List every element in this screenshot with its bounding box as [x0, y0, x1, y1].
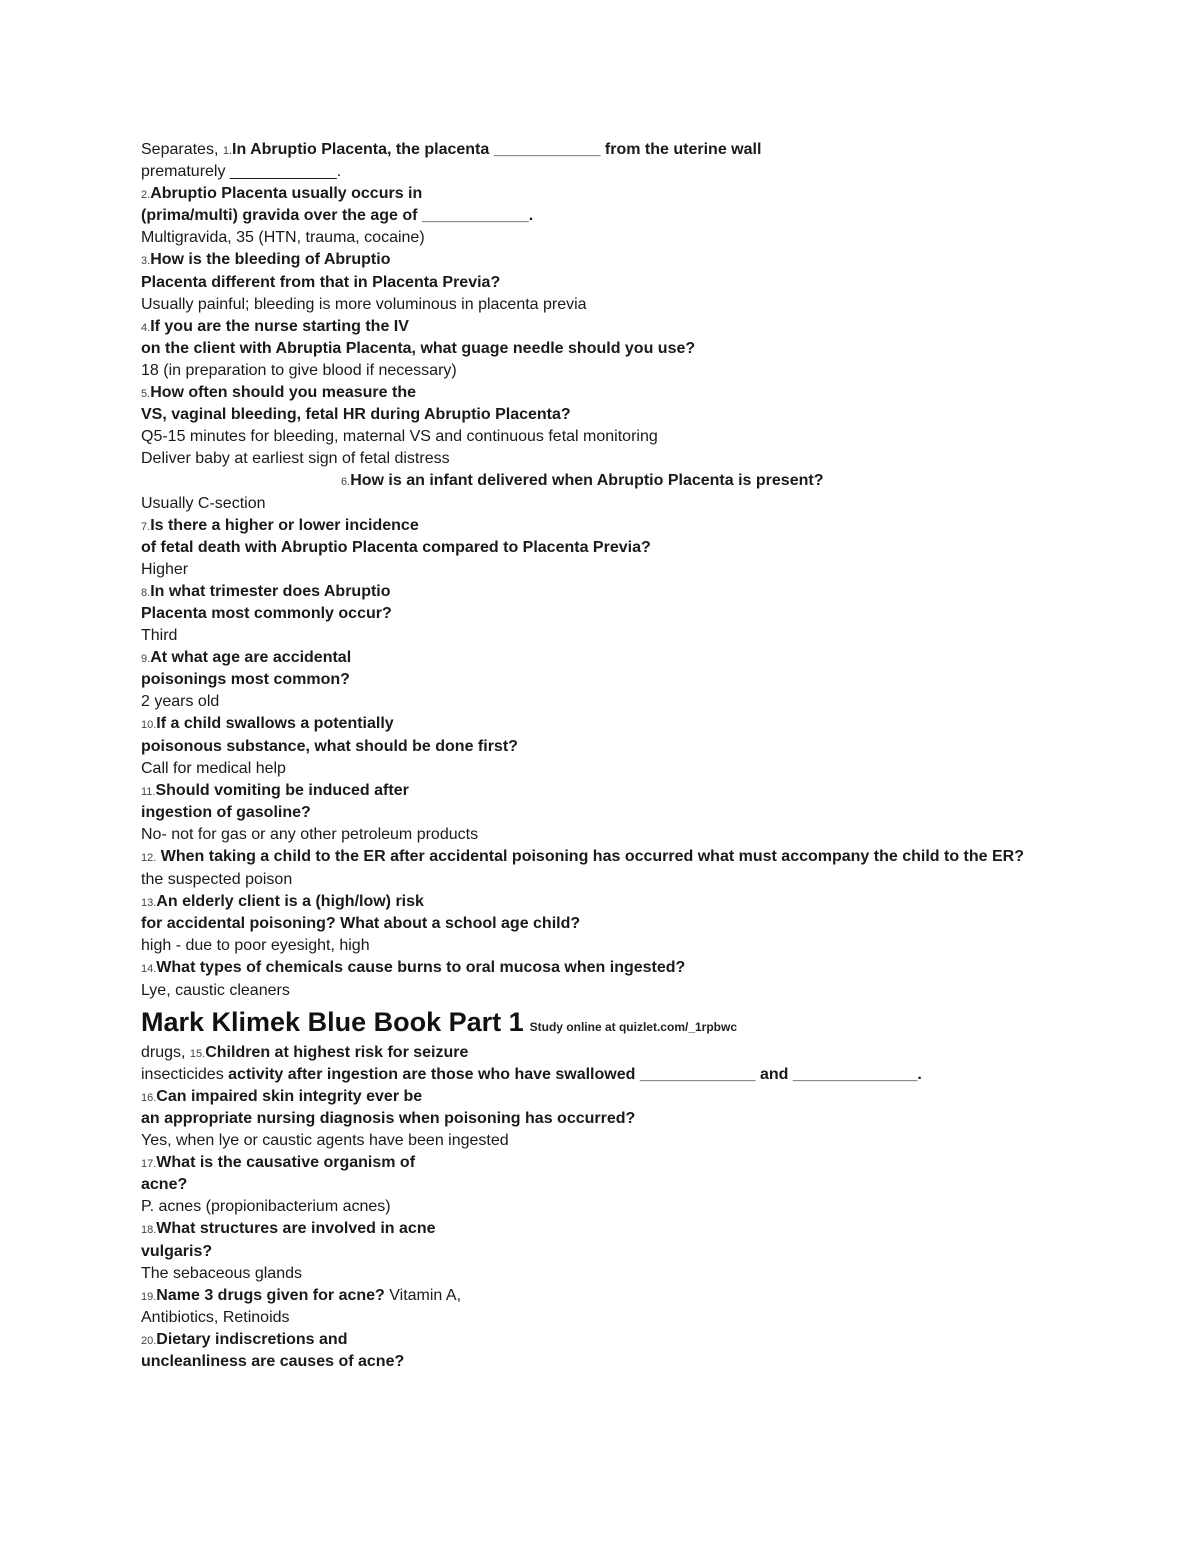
- question-text: Name 3 drugs given for acne?: [156, 1286, 385, 1304]
- line-42: [141, 1086, 1061, 1108]
- section-heading: [141, 1002, 1061, 1042]
- question-number: 17.: [141, 1158, 157, 1171]
- question-text: If you are the nurse starting the IV: [150, 317, 409, 335]
- answer-text: Q5-15 minutes for bleeding, maternal VS and continuous fetal monitoring: [141, 428, 658, 446]
- question-text: Placenta different from that in Placenta Previa?: [141, 273, 501, 291]
- question-number: 8.: [141, 586, 151, 599]
- line-46: [141, 1174, 1061, 1196]
- answer-text: Usually C-section: [141, 494, 266, 512]
- question-text: At what age are accidental: [150, 649, 352, 667]
- answer-text: high - due to poor eyesight, high: [141, 937, 370, 955]
- answer-text: Multigravida, 35 (HTN, trauma, cocaine): [141, 229, 425, 247]
- question-number: 11.: [141, 785, 156, 798]
- answer-text: Lye, caustic cleaners: [141, 981, 290, 999]
- line-5: [141, 227, 1061, 249]
- question-number: 4.: [141, 321, 151, 334]
- line-30: [141, 780, 1061, 802]
- line-36: [141, 913, 1061, 935]
- line-39: [141, 980, 1061, 1002]
- question-text: What structures are involved in acne: [156, 1220, 436, 1238]
- answer-text: Deliver baby at earliest sign of fetal distress: [141, 450, 450, 468]
- line-44: [141, 1130, 1061, 1152]
- answer-text: No- not for gas or any other petroleum products: [141, 825, 479, 843]
- question-number: 10.: [141, 719, 157, 732]
- question-number: 2.: [141, 189, 151, 202]
- question-text: How often should you measure the: [150, 384, 416, 402]
- answer-text: Antibiotics, Retinoids: [141, 1308, 290, 1326]
- line-20: [141, 559, 1061, 581]
- question-number: 5.: [141, 388, 151, 401]
- question-text: vulgaris?: [141, 1242, 213, 1260]
- line-1: [141, 139, 1061, 161]
- answer-text: Usually painful; bleeding is more voluminous in placenta previa: [141, 295, 587, 313]
- line-49: [141, 1241, 1061, 1263]
- question-text: Abruptio Placenta usually occurs in: [150, 185, 423, 203]
- question-number: 16.: [141, 1091, 157, 1104]
- answer-text: Vitamin A,: [389, 1286, 462, 1304]
- answer-text: prematurely ____________.: [141, 163, 342, 181]
- line-40: [141, 1042, 1061, 1064]
- question-number: 12.: [141, 852, 157, 864]
- line-15: [141, 448, 1061, 470]
- question-text: ingestion of gasoline?: [141, 803, 311, 821]
- line-29: [141, 758, 1061, 780]
- line-53: [141, 1329, 1061, 1351]
- question-text: If a child swallows a potentially: [156, 715, 394, 733]
- question-text: uncleanliness are causes of acne?: [141, 1352, 405, 1370]
- line-47: [141, 1196, 1061, 1218]
- question-number: 9.: [141, 653, 151, 666]
- line-2: [141, 161, 1061, 183]
- line-52: [141, 1307, 1061, 1329]
- answer-text: P. acnes (propionibacterium acnes): [141, 1198, 391, 1216]
- answer-text: Third: [141, 627, 178, 645]
- question-text: An elderly client is a (high/low) risk: [156, 893, 424, 911]
- line-41: [141, 1064, 1061, 1086]
- line-43: [141, 1108, 1061, 1130]
- line-35: [141, 891, 1061, 913]
- line-48: [141, 1218, 1061, 1240]
- question-number: 1.: [222, 145, 233, 157]
- line-51: [141, 1285, 1061, 1307]
- question-text: How is an infant delivered when Abruptio Placenta is present?: [350, 472, 824, 490]
- line-37: [141, 935, 1061, 957]
- line-8: [141, 294, 1061, 316]
- line-9: [141, 316, 1061, 338]
- question-text: (prima/multi) gravida over the age of ____________.: [141, 207, 534, 225]
- line-7: [141, 272, 1061, 294]
- line-4: [141, 205, 1061, 227]
- line-23: [141, 625, 1061, 647]
- line-38: [141, 957, 1061, 979]
- line-33: [141, 846, 1061, 869]
- question-text: Dietary indiscretions and: [156, 1330, 348, 1348]
- line-21: [141, 581, 1061, 603]
- line-3: [141, 183, 1061, 205]
- document-page: [141, 139, 1061, 1373]
- answer-text: the suspected poison: [141, 871, 293, 889]
- question-text: on the client with Abruptia Placenta, what guage needle should you use?: [141, 339, 696, 357]
- line-11: [141, 360, 1061, 382]
- question-number: 18.: [141, 1224, 157, 1237]
- question-text: Is there a higher or lower incidence: [150, 516, 419, 534]
- answer-prefix: Separates,: [141, 141, 219, 158]
- question-text: of fetal death with Abruptio Placenta compared to Placenta Previa?: [141, 538, 651, 556]
- answer-text: Higher: [141, 560, 189, 578]
- document-title: Mark Klimek Blue Book Part 1: [141, 1006, 524, 1037]
- line-14: [141, 426, 1061, 448]
- line-34: [141, 869, 1061, 891]
- line-18: [141, 515, 1061, 537]
- question-text: poisonous substance, what should be done first?: [141, 737, 518, 755]
- question-text: activity after ingestion are those who have swallowed _____________ and ______________.: [228, 1065, 922, 1083]
- line-16: [141, 470, 1061, 492]
- line-54: [141, 1351, 1061, 1373]
- line-10: [141, 338, 1061, 360]
- line-45: [141, 1152, 1061, 1174]
- document-subtitle: Study online at quizlet.com/_1rpbwc: [529, 1019, 738, 1034]
- question-text: How is the bleeding of Abruptio: [150, 251, 391, 269]
- line-27: [141, 713, 1061, 735]
- question-text: an appropriate nursing diagnosis when poisoning has occurred?: [141, 1109, 636, 1127]
- question-number: 14.: [141, 963, 157, 976]
- line-25: [141, 669, 1061, 691]
- question-text: VS, vaginal bleeding, fetal HR during Abruptio Placenta?: [141, 406, 571, 424]
- question-text: Should vomiting be induced after: [155, 781, 409, 799]
- line-17: [141, 493, 1061, 515]
- question-text: When taking a child to the ER after accidental poisoning has occurred what must accompany the child to the ER?: [160, 848, 1024, 865]
- question-number: 3.: [141, 255, 151, 268]
- answer-prefix: insecticides: [141, 1065, 224, 1083]
- question-text: poisonings most common?: [141, 671, 350, 689]
- answer-prefix: drugs,: [141, 1043, 186, 1061]
- question-number: 13.: [141, 897, 157, 910]
- question-text: In what trimester does Abruptio: [150, 582, 391, 600]
- question-number: 20.: [141, 1334, 157, 1347]
- question-text: What is the causative organism of: [156, 1154, 416, 1172]
- question-number: 6.: [341, 476, 351, 489]
- question-text: In Abruptio Placenta, the placenta ____________ from the uterine wall: [232, 141, 762, 158]
- answer-text: The sebaceous glands: [141, 1264, 302, 1282]
- line-31: [141, 802, 1061, 824]
- question-number: 19.: [141, 1290, 157, 1303]
- question-text: for accidental poisoning? What about a school age child?: [141, 915, 581, 933]
- line-24: [141, 647, 1061, 669]
- line-26: [141, 691, 1061, 713]
- line-50: [141, 1263, 1061, 1285]
- question-text: acne?: [141, 1176, 188, 1194]
- line-13: [141, 404, 1061, 426]
- answer-text: 2 years old: [141, 693, 220, 711]
- question-text: Children at highest risk for seizure: [205, 1043, 469, 1061]
- line-32: [141, 824, 1061, 846]
- question-number: 7.: [141, 520, 151, 533]
- answer-text: Call for medical help: [141, 759, 286, 777]
- question-text: Placenta most commonly occur?: [141, 604, 392, 622]
- line-12: [141, 382, 1061, 404]
- line-22: [141, 603, 1061, 625]
- question-number: 15.: [189, 1047, 206, 1060]
- answer-text: Yes, when lye or caustic agents have been ingested: [141, 1132, 509, 1150]
- question-text: What types of chemicals cause burns to oral mucosa when ingested?: [156, 959, 686, 977]
- answer-text: 18 (in preparation to give blood if necessary): [141, 361, 457, 379]
- line-28: [141, 736, 1061, 758]
- line-6: [141, 249, 1061, 271]
- question-text: Can impaired skin integrity ever be: [156, 1087, 423, 1105]
- line-19: [141, 537, 1061, 559]
